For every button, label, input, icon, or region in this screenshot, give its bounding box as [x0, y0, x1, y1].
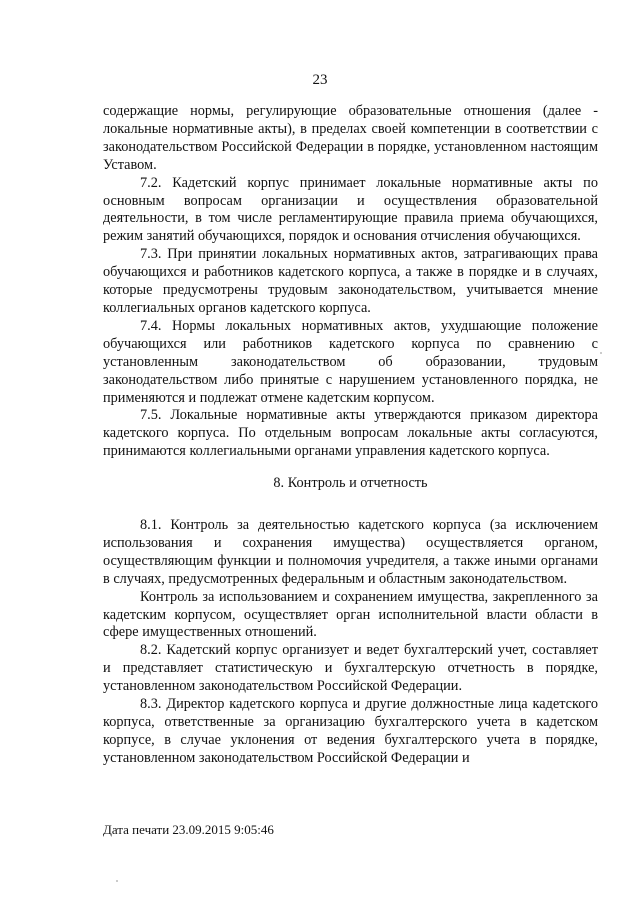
body-text — [103, 103, 598, 768]
paragraph: 7.5. Локальные нормативные акты утверждаются приказом директора кадетского корпуса. По отдельным вопросам локальные акты согласуются, принимаются коллегиальными органами управления кадетского корпуса. — [103, 407, 598, 460]
paragraph: 7.2. Кадетский корпус принимает локальные нормативные акты по основным вопросам организации и осуществления образовательной деятельности, в том числе регламентирующие правила приема обучающихся, режим занятий обучающихся, порядок и основания отчисления обучающихся. — [103, 174, 598, 245]
paragraphs-before — [103, 103, 598, 461]
page-number: 23 — [312, 72, 328, 88]
section-heading: 8. Контроль и отчетность — [273, 475, 428, 492]
paragraph: содержащие нормы, регулирующие образовательные отношения (далее - локальные нормативные акты), в пределах своей компетенции в соответствии с законодательством Российской Федерации в порядке, установленном настоящим Уставом. — [103, 103, 598, 173]
print-date-footer: Дата печати 23.09.2015 9:05:46 — [103, 822, 274, 837]
scan-speck — [600, 352, 602, 354]
paragraph: 8.2. Кадетский корпус организует и ведет бухгалтерский учет, составляет и представляет статистическую и бухгалтерскую отчетность в порядке, установленном законодательством Российской Федерации. — [103, 642, 598, 695]
paragraph: Контроль за использованием и сохранением имущества, закрепленного за кадетским корпусом, осуществляет орган исполнительной власти области в сфере имущественных отношений. — [103, 588, 598, 641]
scan-speck — [116, 880, 118, 882]
paragraph: 7.4. Нормы локальных нормативных актов, ухудшающие положение обучающихся или работников кадетского корпуса по сравнению с установленным законодательством об образовании, трудовым законодательством либо принятые с нарушением установленного порядка, не применяются и подлежат отмене кадетским корпусом. — [103, 317, 598, 406]
paragraph: 8.3. Директор кадетского корпуса и другие должностные лица кадетского корпуса, ответственные за организацию бухгалтерского учета в кадетском корпусе, в случае уклонения от ведения бухгалтерского учета в порядке, установленном законодательством Российской Федерации и — [103, 696, 598, 766]
paragraphs-after — [103, 517, 598, 768]
paragraph: 7.3. При принятии локальных нормативных актов, затрагивающих права обучающихся и работников кадетского корпуса, а также в порядке и в случаях, которые предусмотрены трудовым законодательством, учитывается мнение коллегиальных органов кадетского корпуса. — [103, 246, 598, 316]
paragraph: 8.1. Контроль за деятельностью кадетского корпуса (за исключением использования и сохранения имущества) осуществляется органом, осуществляющим функции и полномочия учредителя, а также иными органами в случаях, предусмотренных федеральным и областным законодательством. — [103, 517, 598, 587]
